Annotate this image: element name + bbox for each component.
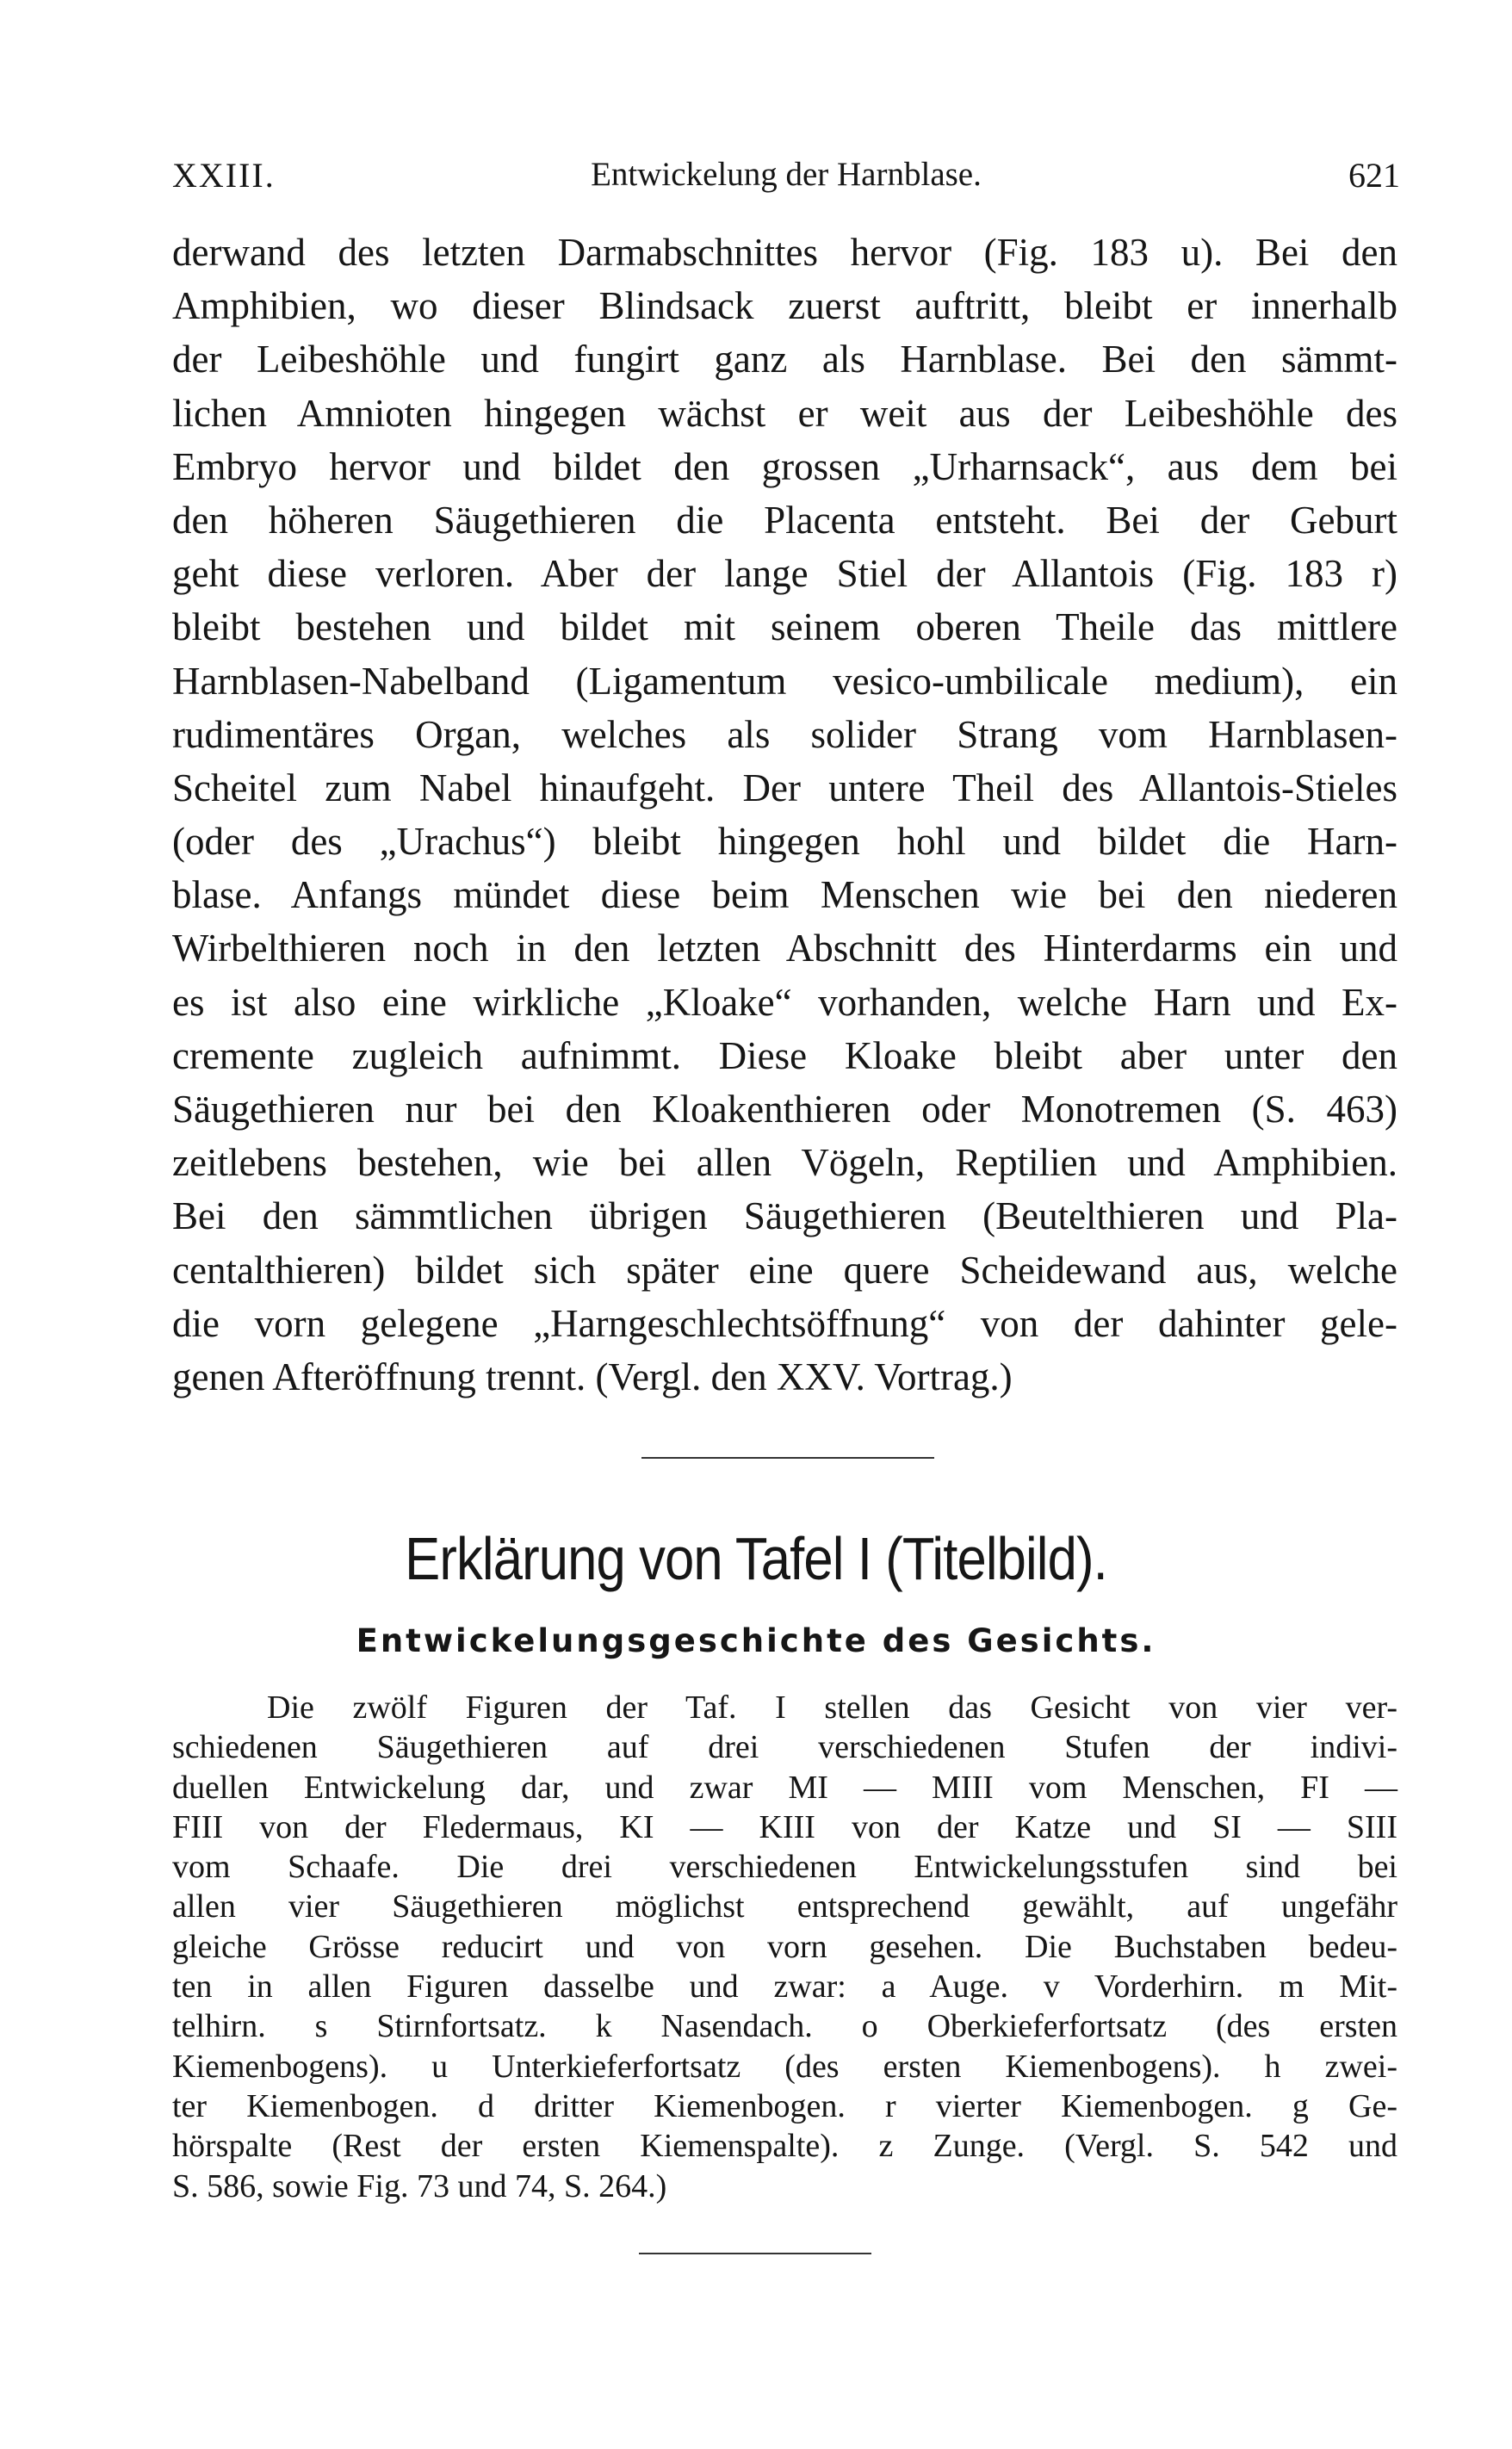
- section-divider: [641, 1457, 934, 1459]
- text-line: gleiche Grösse reducirt und von vorn gesehen. Die Buchstaben bedeu-: [172, 1928, 1397, 1965]
- text-line: Wirbelthieren noch in den letzten Abschnitt des Hinterdarms ein und: [172, 927, 1397, 970]
- text-line: cremente zugleich aufnimmt. Diese Kloake bleibt aber unter den: [172, 1033, 1397, 1077]
- text-line: FIII von der Fledermaus, KI — KIII von der Katze und SI — SIII: [172, 1808, 1397, 1845]
- text-line: lichen Amnioten hingegen wächst er weit aus der Leibeshöhle des: [172, 391, 1397, 435]
- page-number: 621: [1348, 156, 1400, 195]
- text-line: geht diese verloren. Aber der lange Stiel der Allantois (Fig. 183 r): [172, 552, 1397, 596]
- text-line: ter Kiemenbogen. d dritter Kiemenbogen. r vierter Kiemenbogen. g Ge-: [172, 2087, 1397, 2124]
- text-line: der Leibeshöhle und fungirt ganz als Harnblase. Bei den sämmt-: [172, 338, 1397, 381]
- text-line: schiedenen Säugethieren auf drei verschiedenen Stufen der indivi-: [172, 1729, 1397, 1766]
- end-divider: [639, 2253, 871, 2254]
- text-line: es ist also eine wirkliche „Kloake“ vorhanden, welche Harn und Ex-: [172, 980, 1397, 1024]
- text-line: Säugethieren nur bei den Kloakenthieren oder Monotremen (S. 463): [172, 1088, 1397, 1131]
- section-subheading: Entwickelungsgeschichte des Gesichts.: [356, 1622, 1156, 1659]
- text-line: die vorn gelegene „Harngeschlechtsöffnung“ von der dahinter gele-: [172, 1301, 1397, 1345]
- text-line: zeitlebens bestehen, wie bei allen Vögeln, Reptilien und Amphibien.: [172, 1141, 1397, 1185]
- text-line: ten in allen Figuren dasselbe und zwar: a Auge. v Vorderhirn. m Mit-: [172, 1968, 1397, 2006]
- text-line: hörspalte (Rest der ersten Kiemenspalte). z Zunge. (Vergl. S. 542 und: [172, 2128, 1397, 2165]
- text-line: centalthieren) bildet sich später eine quere Scheidewand aus, welche: [172, 1248, 1397, 1292]
- text-line: den höheren Säugethieren die Placenta entsteht. Bei der Geburt: [172, 498, 1397, 542]
- text-line: bleibt bestehen und bildet mit seinem oberen Theile das mittlere: [172, 605, 1397, 649]
- text-line: duellen Entwickelung dar, und zwar MI — MIII vom Menschen, FI —: [172, 1769, 1397, 1806]
- chapter-number: XXIII.: [172, 156, 276, 195]
- running-head: [172, 155, 1400, 207]
- text-line: allen vier Säugethieren möglichst entsprechend gewählt, auf ungefähr: [172, 1888, 1397, 1925]
- text-line: Die zwölf Figuren der Taf. I stellen das Gesicht von vier ver-: [267, 1690, 1397, 1726]
- text-line: genen Afteröffnung trennt. (Vergl. den XXV. Vortrag.): [172, 1355, 1013, 1398]
- plate-explanation: [172, 1688, 1397, 2206]
- text-line: rudimentäres Organ, welches als solider Strang vom Harnblasen-: [172, 712, 1397, 756]
- section-heading: Erklärung von Tafel I (Titelbild).: [405, 1525, 1107, 1592]
- text-line: derwand des letzten Darmabschnittes hervor (Fig. 183 u). Bei den: [172, 231, 1397, 274]
- text-line: Kiemenbogens). u Unterkieferfortsatz (des ersten Kiemenbogens). h zwei-: [172, 2048, 1397, 2085]
- text-line: Harnblasen-Nabelband (Ligamentum vesico-umbilicale medium), ein: [172, 659, 1397, 703]
- running-title: Entwickelung der Harnblase.: [591, 156, 982, 193]
- body-paragraph: [172, 226, 1397, 1404]
- text-line: Embryo hervor und bildet den grossen „Urharnsack“, aus dem bei: [172, 444, 1397, 488]
- text-line: Scheitel zum Nabel hinaufgeht. Der untere Theil des Allantois-Stieles: [172, 766, 1397, 809]
- text-line: telhirn. s Stirnfortsatz. k Nasendach. o Oberkieferfortsatz (des ersten: [172, 2008, 1397, 2045]
- text-line: vom Schaafe. Die drei verschiedenen Entwickelungsstufen sind bei: [172, 1849, 1397, 1886]
- text-line: S. 586, sowie Fig. 73 und 74, S. 264.): [172, 2167, 667, 2204]
- text-line: Amphibien, wo dieser Blindsack zuerst auftritt, bleibt er innerhalb: [172, 284, 1397, 328]
- text-line: (oder des „Urachus“) bleibt hingegen hohl und bildet die Harn-: [172, 820, 1397, 864]
- text-line: Bei den sämmtlichen übrigen Säugethieren (Beutelthieren und Pla-: [172, 1194, 1397, 1238]
- text-line: blase. Anfangs mündet diese beim Menschen wie bei den niederen: [172, 873, 1397, 917]
